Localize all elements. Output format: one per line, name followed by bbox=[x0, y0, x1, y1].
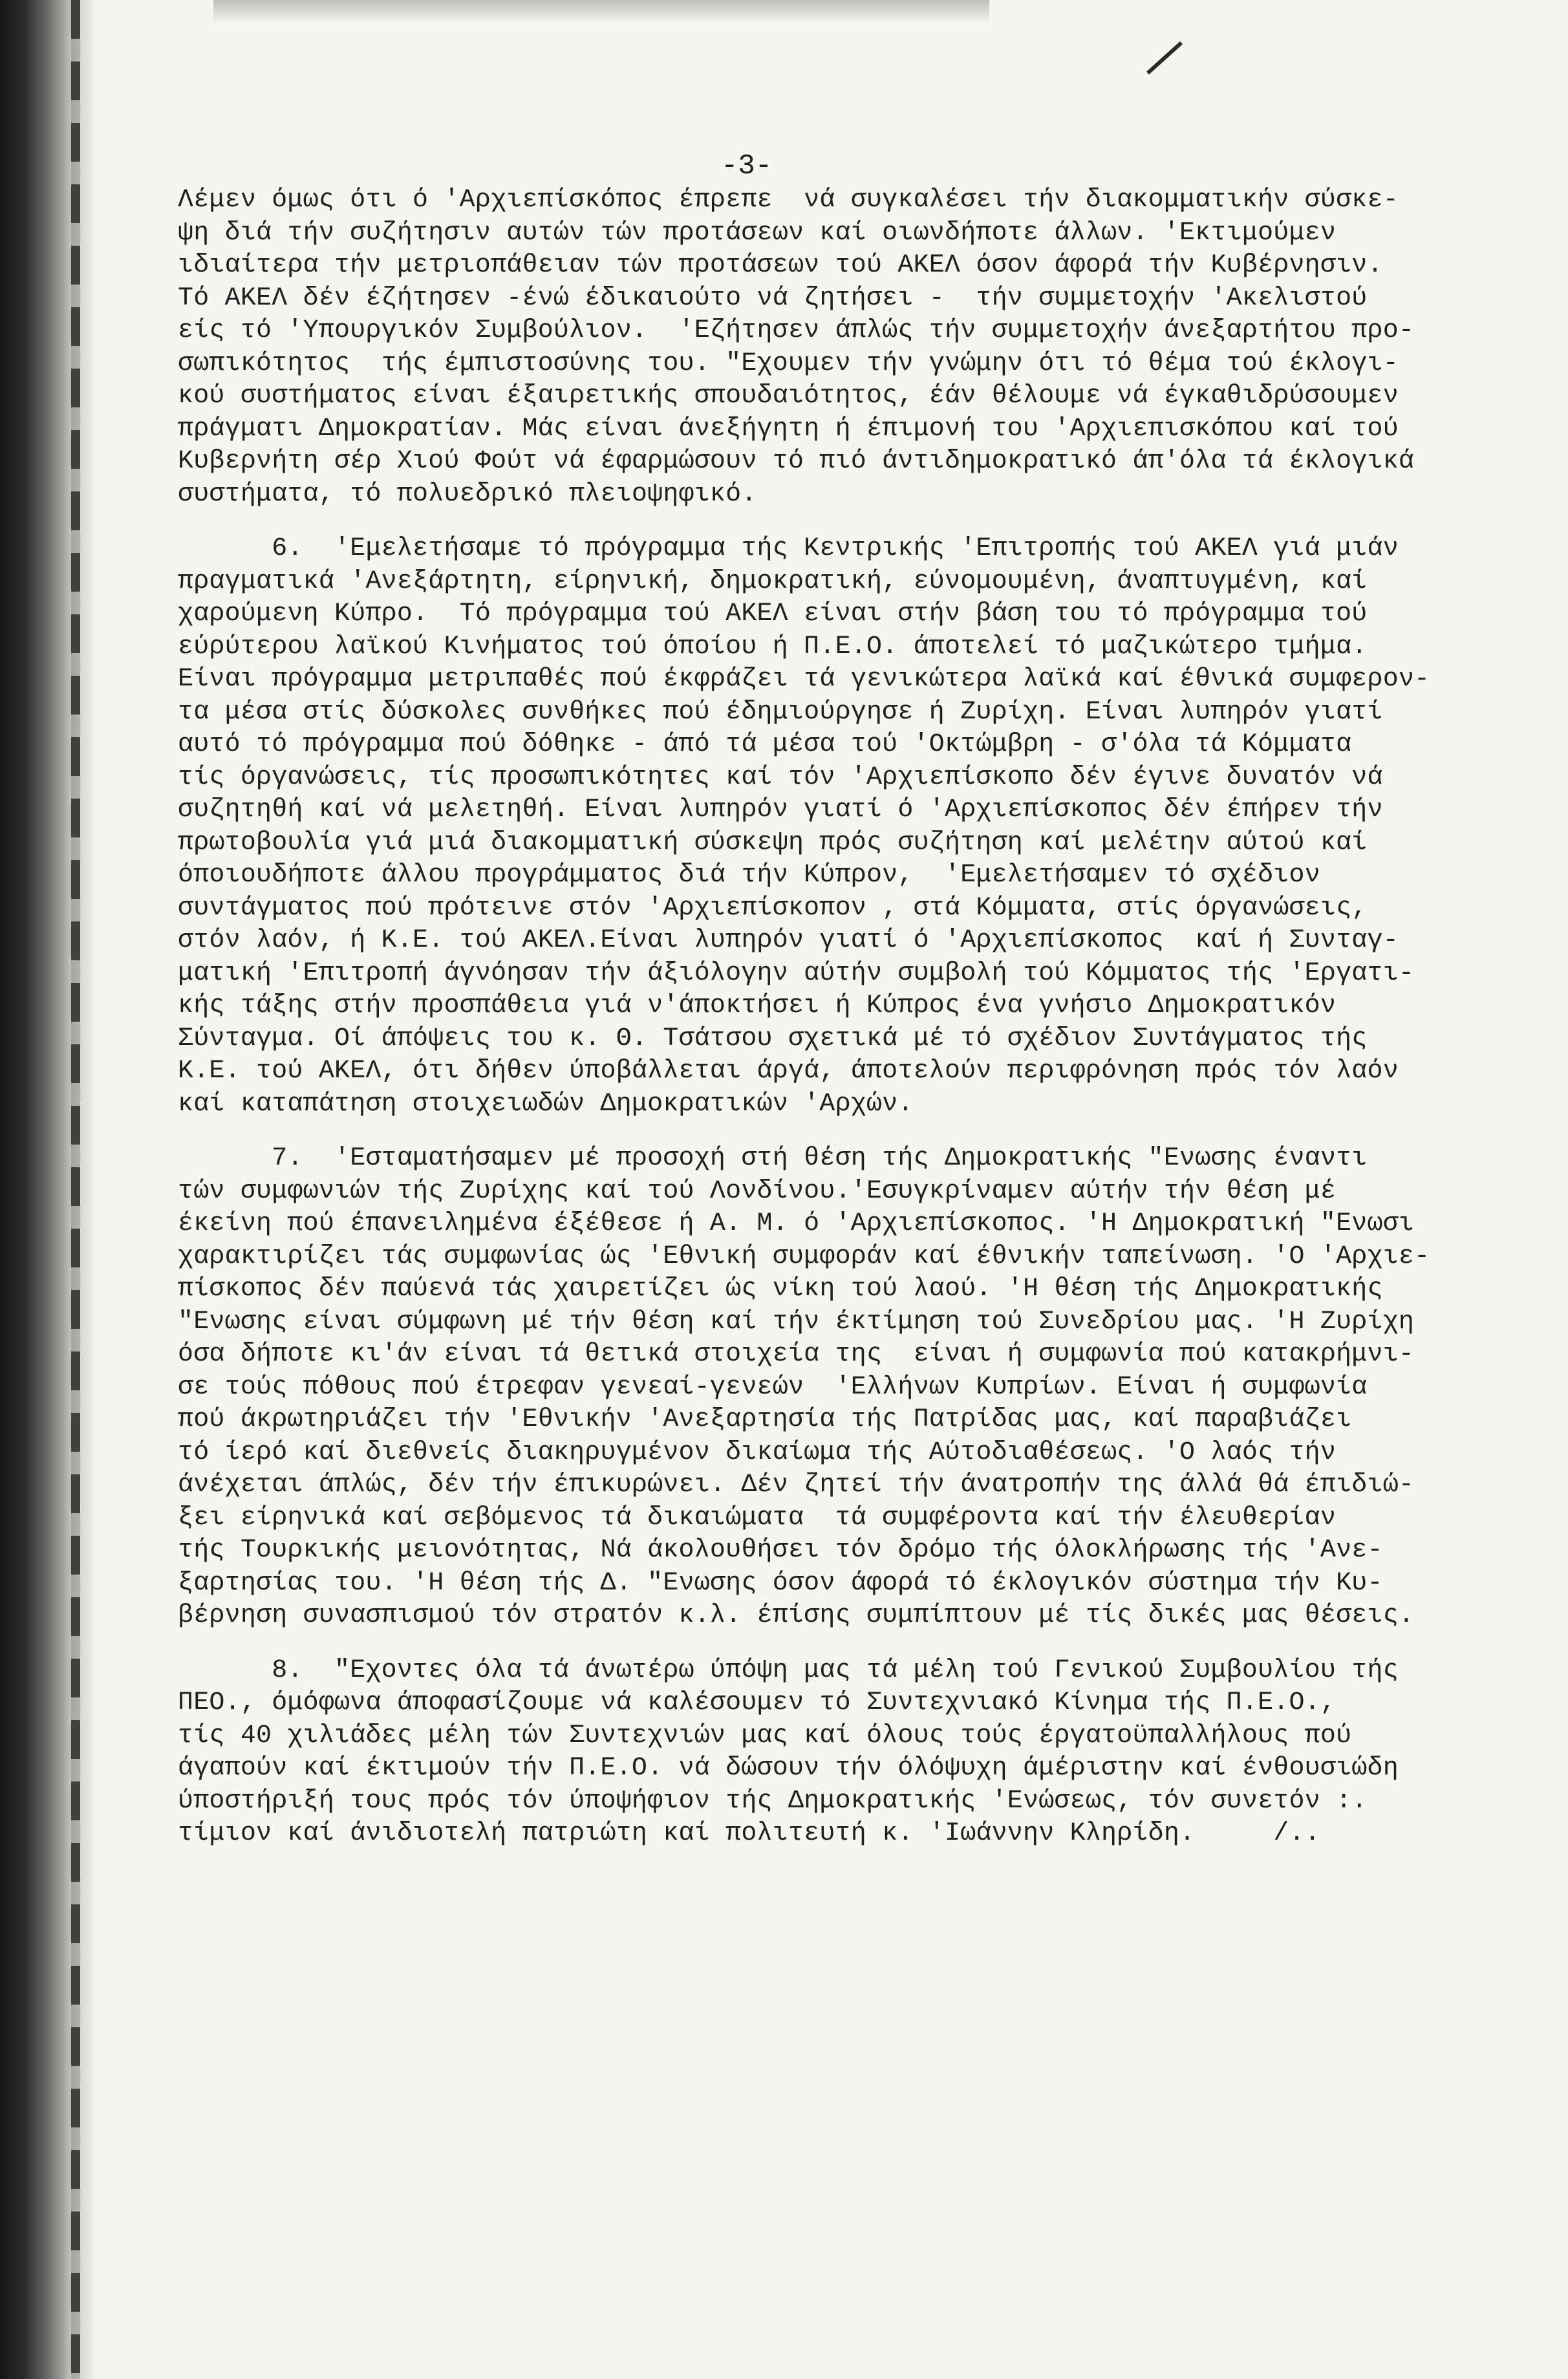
text-line: τίς 40 χιλιάδες μέλη τών Συντεχνιών μας καί όλους τούς έργατοϋπαλλήλους πού bbox=[178, 1721, 1352, 1750]
text-line: ματική 'Επιτροπή άγνόησαν τήν άξιόλογην αύτήν συμβολή τού Κόμματος τής 'Εργατι- bbox=[178, 958, 1415, 988]
scan-edge-streak bbox=[71, 0, 80, 2379]
text-line: τίς όργανώσεις, τίς προσωπικότητες καί τόν 'Αρχιεπίσκοπο δέν έγινε δυνατόν νά bbox=[178, 762, 1383, 792]
text-line: τών συμφωνιών τής Ζυρίχης καί τού Λονδίνου.'Εσυγκρίναμεν αύτήν τήν θέση μέ bbox=[178, 1176, 1337, 1206]
text-line: τα μέσα στίς δύσκολες συνθήκες πού έδημιούργησε ή Ζυρίχη. Είναι λυπηρόν γιατί bbox=[178, 697, 1383, 727]
text-line: έκείνη πού έπανειλημένα έξέθεσε ή Α. Μ. ό 'Αρχιεπίσκοπος. 'Η Δημοκρατική "Ενωσι bbox=[178, 1209, 1415, 1238]
text-line: στόν λαόν, ή Κ.Ε. τού ΑΚΕΛ.Είναι λυπηρόν γιατί ό 'Αρχιεπίσκοπος καί ή Συνταγ- bbox=[178, 926, 1399, 955]
text-line: χαρούμενη Κύπρο. Τό πρόγραμμα τού ΑΚΕΛ είναι στήν βάση του τό πρόγραμμα τού bbox=[178, 599, 1368, 629]
text-line: Είναι πρόγραμμα μετριπαθές πού έκφράζει τά γενικώτερα λαϊκά καί έθνικά συμφερον- bbox=[178, 665, 1430, 694]
text-line: κής τάξης στήν προσπάθεια γιά ν'άποκτήσει ή Κύπρος ένα γνήσιο Δημοκρατικόν bbox=[178, 991, 1337, 1020]
scan-top-smudge bbox=[213, 0, 989, 23]
text-line: συντάγματος πού πρότεινε στόν 'Αρχιεπίσκοπον , στά Κόμματα, στίς όργανώσεις, bbox=[178, 893, 1368, 923]
document-body bbox=[178, 184, 1523, 1851]
text-line: πού άκρωτηριάζει τήν 'Εθνικήν 'Ανεξαρτησία τής Πατρίδας μας, καί παραβιάζει bbox=[178, 1405, 1352, 1434]
text-line: σωπικότητος τής έμπιστοσύνης του. "Εχουμεν τήν γνώμην ότι τό θέμα τού έκλογι- bbox=[178, 349, 1399, 378]
text-line: πίσκοπος δέν παύενά τάς χαιρετίζει ώς νίκη τού λαού. 'Η θέση τής Δημοκρατικής bbox=[178, 1275, 1383, 1304]
text-line: τό ίερό καί διεθνείς διακηρυγμένον δικαίωμα τής Αύτοδιαθέσεως. 'Ο λαός τήν bbox=[178, 1437, 1337, 1467]
text-line: καί καταπάτηση στοιχειωδών Δημοκρατικών 'Αρχών. bbox=[178, 1089, 914, 1119]
text-line: Κ.Ε. τού ΑΚΕΛ, ότι δήθεν ύποβάλλεται άργά, άποτελούν περιφρόνηση πρός τόν λαόν bbox=[178, 1057, 1399, 1086]
text-line: είς τό 'Υπουργικόν Συμβούλιον. 'Εζήτησεν άπλώς τήν συμμετοχήν άνεξαρτήτου προ- bbox=[178, 316, 1415, 345]
text-line: ιδιαίτερα τήν μετριοπάθειαν τών προτάσεων τού ΑΚΕΛ όσον άφορά τήν Κυβέρνησιν. bbox=[178, 251, 1383, 280]
paragraph-gap bbox=[178, 1633, 1523, 1655]
page-number: -3- bbox=[721, 150, 773, 182]
text-line: 8. "Εχοντες όλα τά άνωτέρω ύπόψη μας τά μέλη τού Γενικού Συμβουλίου τής bbox=[178, 1655, 1399, 1685]
text-line: χαρακτιρίζει τάς συμφωνίας ώς 'Εθνική συμφοράν καί έθνικήν ταπείνωση. 'Ο 'Αρχιε- bbox=[178, 1242, 1430, 1271]
text-line: βέρνηση συνασπισμού τόν στρατόν κ.λ. έπίσης συμπίπτουν μέ τίς δικές μας θέσεις. bbox=[178, 1601, 1415, 1630]
text-line: ξαρτησίας του. 'Η θέση τής Δ. "Ενωσης όσον άφορά τό έκλογικόν σύστημα τήν Κυ- bbox=[178, 1568, 1383, 1598]
text-line: ύποστήριξή τους πρός τόν ύποψήφιον τής Δημοκρατικής 'Ενώσεως, τόν συνετόν :. bbox=[178, 1786, 1368, 1816]
handwritten-slash-mark bbox=[1146, 41, 1183, 74]
text-line: πράγματι Δημοκρατίαν. Μάς είναι άνεξήγητη ή έπιμονή του 'Αρχιεπισκόπου καί τού bbox=[178, 414, 1399, 444]
scan-dark-edge bbox=[0, 0, 97, 2379]
text-line: σε τούς πόθους πού έτρεφαν γενεαί-γενεών 'Ελλήνων Κυπρίων. Είναι ή συμφωνία bbox=[178, 1372, 1368, 1402]
text-line: πρωτοβουλία γιά μιά διακομματική σύσκεψη πρός συζήτηση καί μελέτην αύτού καί bbox=[178, 828, 1368, 857]
text-line: Τό ΑΚΕΛ δέν έζήτησεν -ένώ έδικαιούτο νά ζητήσει - τήν συμμετοχήν 'Ακελιστού bbox=[178, 283, 1368, 313]
text-line: τής Τουρκικής μειονότητας, Νά άκολουθήσει τόν δρόμο τής όλοκλήρωσης τής 'Ανε- bbox=[178, 1536, 1383, 1565]
text-line: αυτό τό πρόγραμμα πού δόθηκε - άπό τά μέσα τού 'Οκτώμβρη - σ'όλα τά Κόμματα bbox=[178, 730, 1352, 759]
text-line: όποιουδήποτε άλλου προγράμματος διά τήν Κύπρον, 'Εμελετήσαμεν τό σχέδιον bbox=[178, 861, 1320, 890]
text-line: άνέχεται άπλώς, δέν τήν έπικυρώνει. Δέν ζητεί τήν άνατροπήν της άλλά θά έπιδιώ- bbox=[178, 1470, 1415, 1500]
text-line: συστήματα, τό πολυεδρικό πλειοψηφικό. bbox=[178, 479, 757, 509]
paragraph-gap bbox=[178, 511, 1523, 533]
text-line: πραγματικά 'Ανεξάρτητη, είρηνική, δημοκρατική, εύνομουμένη, άναπτυγμένη, καί bbox=[178, 566, 1368, 596]
text-line: Λέμεν όμως ότι ό 'Αρχιεπίσκόπος έπρεπε νά συγκαλέσει τήν διακομματικήν σύσκε- bbox=[178, 186, 1399, 215]
text-line: Σύνταγμα. Οί άπόψεις του κ. Θ. Τσάτσου σχετικά μέ τό σχέδιον Συντάγματος τής bbox=[178, 1024, 1368, 1053]
text-line: "Ενωσης είναι σύμφωνη μέ τήν θέση καί τήν έκτίμηση τού Συνεδρίου μας. 'Η Ζυρίχη bbox=[178, 1307, 1415, 1337]
text-line: ΠΕΟ., όμόφωνα άποφασίζουμε νά καλέσουμεν τό Συντεχνιακό Κίνημα τής Π.Ε.Ο., bbox=[178, 1688, 1337, 1717]
text-line: συζητηθή καί νά μελετηθή. Είναι λυπηρόν γιατί ό 'Αρχιεπίσκοπος δέν έπήρεν τήν bbox=[178, 795, 1383, 824]
text-line: 6. 'Εμελετήσαμε τό πρόγραμμα τής Κεντρικής 'Επιτροπής τού ΑΚΕΛ γιά μιάν bbox=[178, 534, 1399, 563]
text-line: ξει είρηνικά καί σεβόμενος τά δικαιώματα τά συμφέροντα καί τήν έλευθερίαν bbox=[178, 1503, 1337, 1533]
text-line: εύρύτερου λαϊκού Κινήματος τού όποίου ή Π.Ε.Ο. άποτελεί τό μαζικώτερο τμήμα. bbox=[178, 632, 1368, 662]
text-line: 7. 'Εσταματήσαμεν μέ προσοχή στή θέση τής Δημοκρατικής "Ενωσης έναντι bbox=[178, 1144, 1368, 1173]
text-line: ψη διά τήν συζήτησιν αυτών τών προτάσεων καί οιωνδήποτε άλλων. 'Εκτιμούμεν bbox=[178, 218, 1337, 248]
text-line: άγαπούν καί έκτιμούν τήν Π.Ε.Ο. νά δώσουν τήν όλόψυχη άμέριστην καί ένθουσιώδη bbox=[178, 1754, 1399, 1783]
text-line: όσα δήποτε κι'άν είναι τά θετικά στοιχεία της είναι ή συμφωνία πού κατακρήμνι- bbox=[178, 1340, 1415, 1369]
paragraph-gap bbox=[178, 1121, 1523, 1143]
text-line: Κυβερνήτη σέρ Χιού Φούτ νά έφαρμώσουν τό πιό άντιδημοκρατικό άπ'όλα τά έκλογικά bbox=[178, 447, 1415, 476]
text-line: κού συστήματος είναι έξαιρετικής σπουδαιότητος, έάν θέλουμε νά έγκαθιδρύσουμεν bbox=[178, 382, 1399, 411]
text-line: τίμιον καί άνιδιοτελή πατριώτη καί πολιτευτή κ. 'Ιωάννην Κληρίδη. /.. bbox=[178, 1819, 1320, 1848]
